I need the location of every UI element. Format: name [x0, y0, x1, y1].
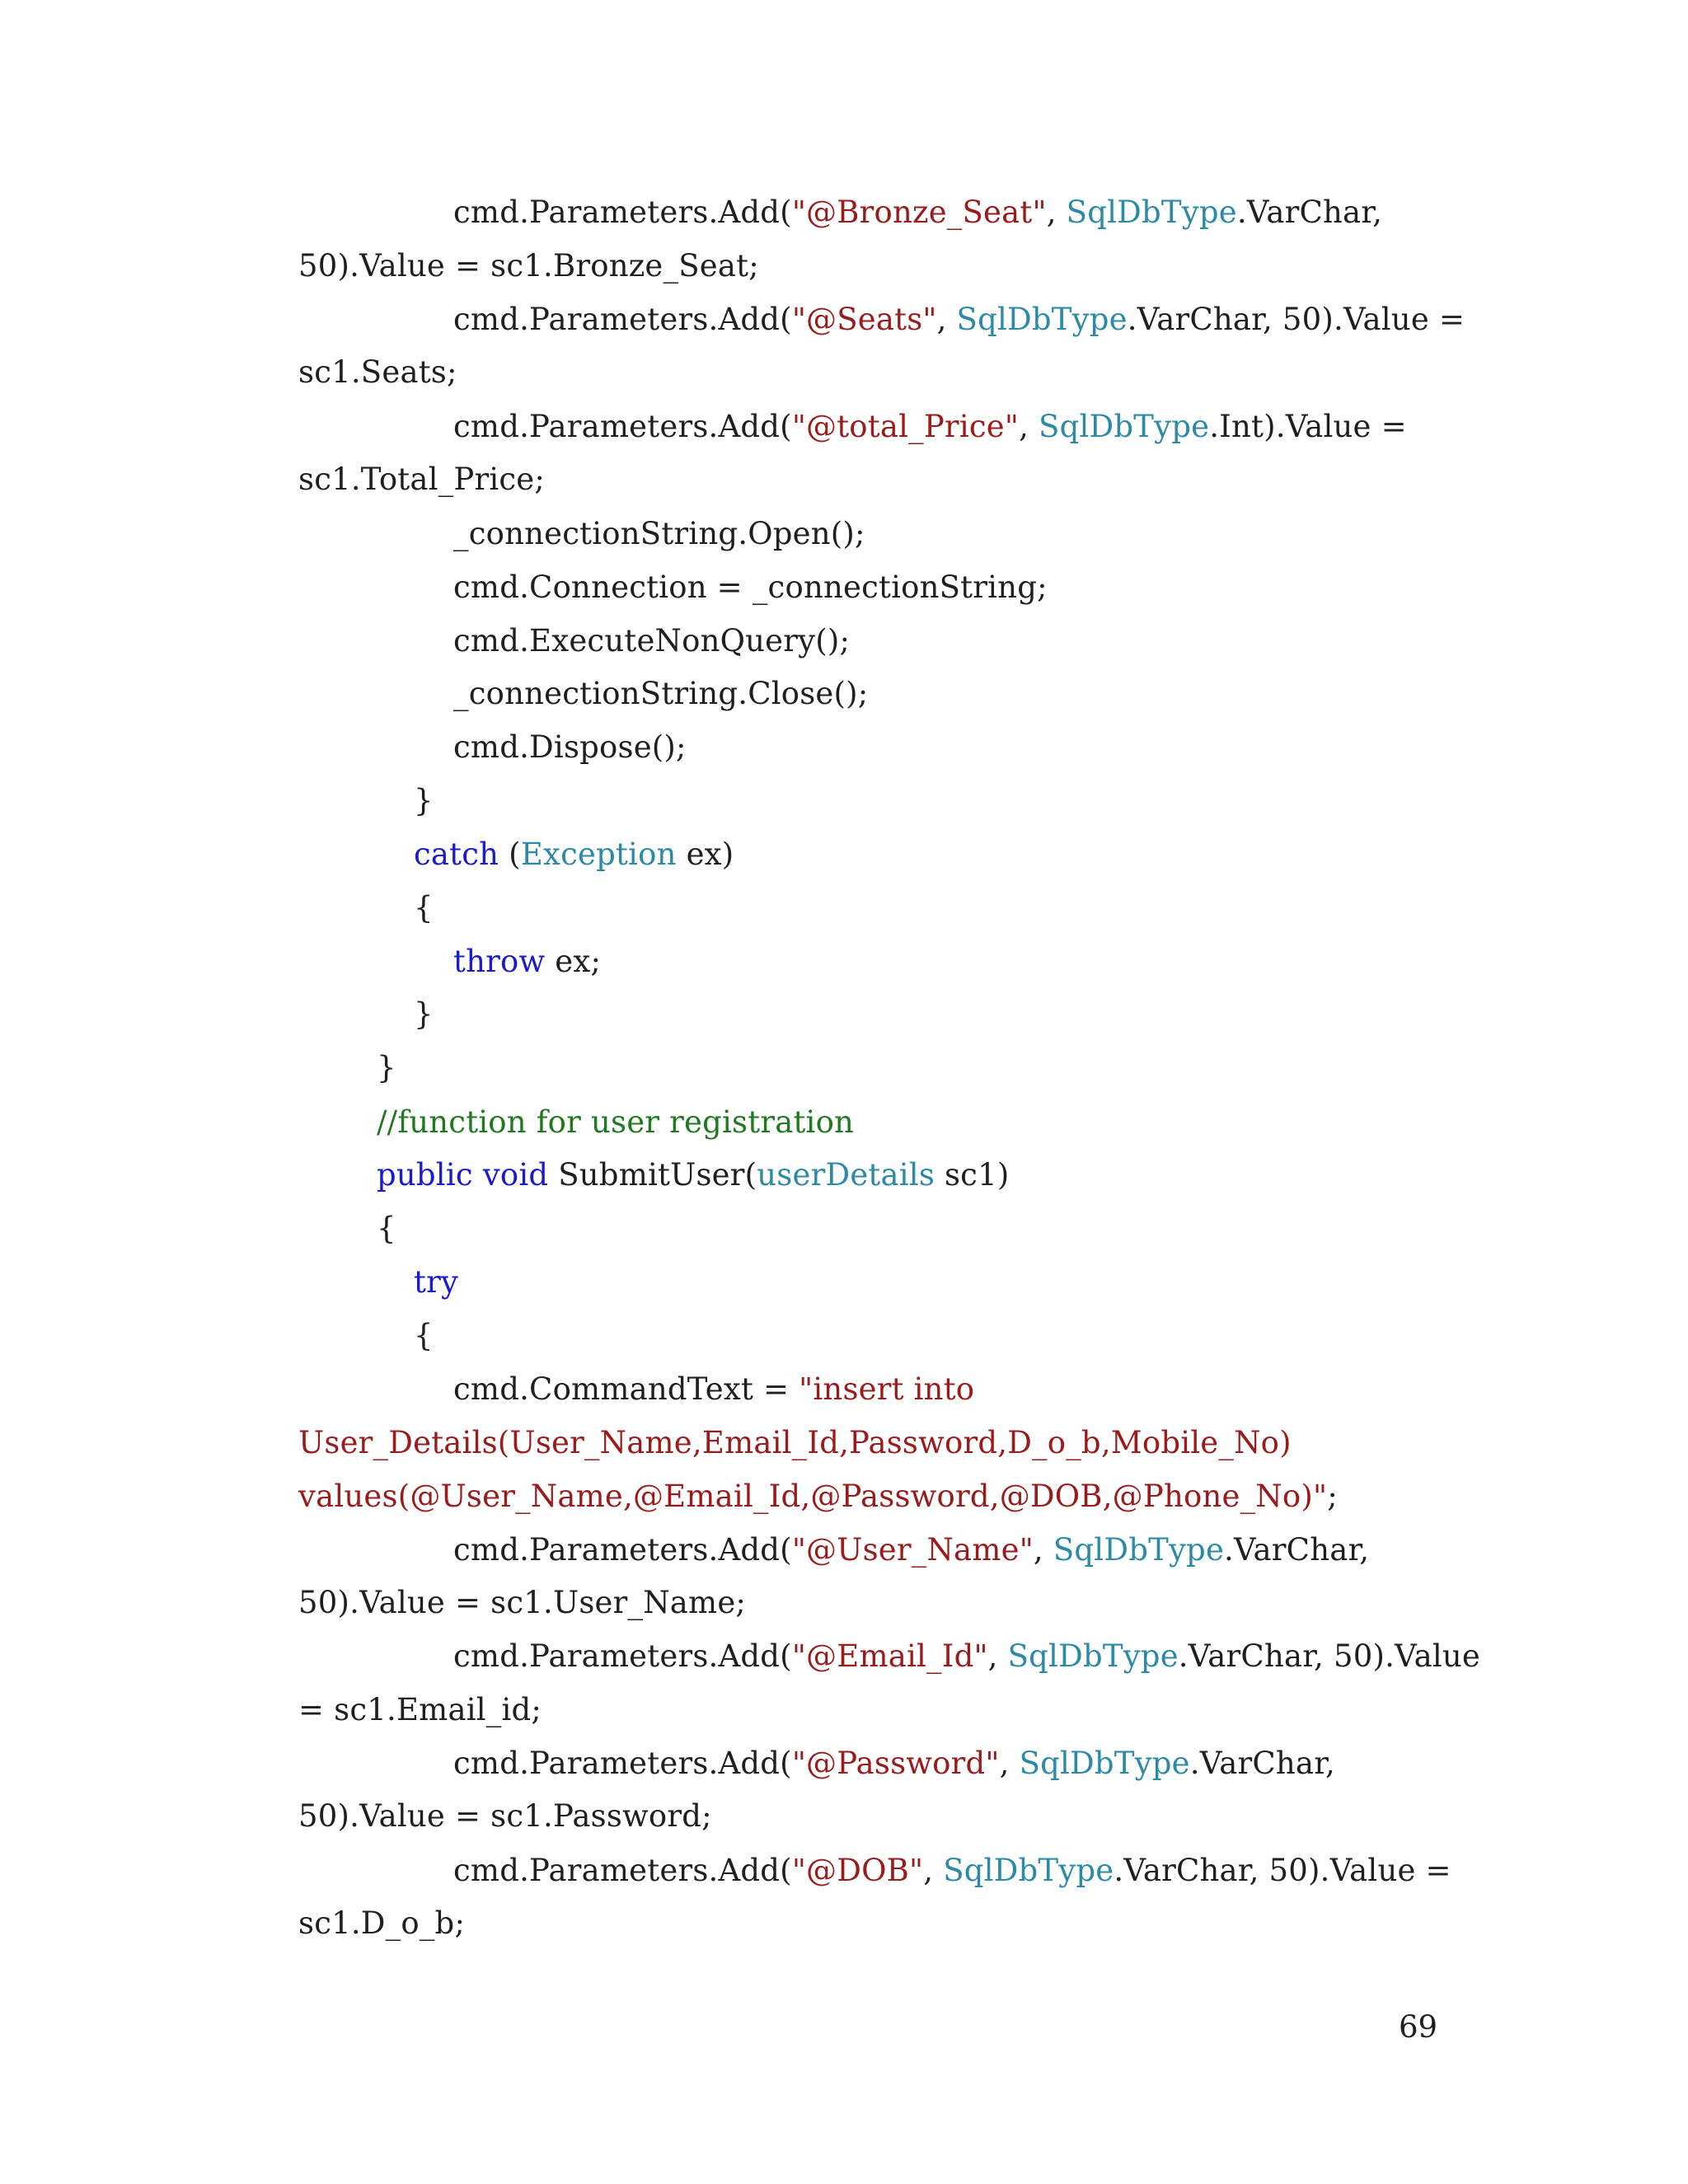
code-line	[453, 514, 865, 554]
code-token-plain: cmd.Parameters.Add(	[453, 1746, 792, 1781]
code-token-plain: .VarChar,	[1189, 1746, 1335, 1781]
code-token-type: SqlDbType	[1007, 1638, 1179, 1674]
code-line	[414, 1263, 458, 1302]
code-token-plain: }	[414, 783, 434, 818]
page-number: 69	[1399, 2009, 1438, 2045]
code-line	[298, 1797, 712, 1836]
code-token-plain: {	[377, 1211, 396, 1246]
code-token-plain: .Int).Value =	[1209, 409, 1407, 444]
code-line	[453, 1851, 1451, 1891]
code-token-plain: 50).Value = sc1.User_Name;	[298, 1585, 747, 1620]
code-token-plain: sc1.D_o_b;	[298, 1905, 466, 1941]
code-token-plain: cmd.Parameters.Add(	[453, 1638, 792, 1674]
code-line	[453, 621, 850, 661]
code-token-plain: .VarChar, 50).Value	[1178, 1638, 1480, 1674]
code-token-string: "@DOB"	[791, 1853, 924, 1888]
code-line	[414, 781, 434, 821]
code-token-plain: }	[414, 996, 434, 1032]
code-token-plain: cmd.ExecuteNonQuery();	[453, 623, 851, 658]
code-token-plain: = sc1.Email_id;	[298, 1692, 542, 1727]
code-token-string: "@Password"	[791, 1746, 1000, 1781]
code-token-keyword: void	[482, 1157, 549, 1193]
code-token-plain: .VarChar,	[1236, 194, 1383, 230]
code-line	[453, 193, 1382, 232]
code-token-plain: cmd.Dispose();	[453, 729, 687, 765]
code-token-comment: //function for user registration	[377, 1104, 855, 1140]
code-line	[298, 1477, 1338, 1516]
code-token-string: values(@User_Name,@Email_Id,@Password,@DOB,@Phone_No)"	[298, 1479, 1328, 1514]
code-line	[453, 300, 1465, 340]
code-line	[414, 995, 434, 1034]
code-line	[414, 1316, 434, 1356]
code-token-type: SqlDbType	[1053, 1532, 1225, 1568]
code-token-plain: ,	[999, 1746, 1020, 1781]
code-token-plain: ,	[987, 1638, 1008, 1674]
code-token-plain: sc1.Seats;	[298, 354, 457, 390]
code-token-type: SqlDbType	[956, 302, 1128, 337]
code-token-type: Exception	[520, 837, 677, 872]
code-line	[377, 1155, 1009, 1195]
code-line	[414, 888, 434, 928]
code-line	[298, 246, 759, 286]
code-line	[414, 835, 734, 874]
code-line	[298, 1423, 1292, 1463]
code-token-string: "@Email_Id"	[791, 1638, 988, 1674]
code-token-type: SqlDbType	[943, 1853, 1114, 1888]
code-line	[377, 1048, 396, 1088]
code-token-type: userDetails	[757, 1157, 935, 1193]
code-line	[453, 942, 601, 982]
code-token-plain: ,	[1046, 194, 1067, 230]
code-token-plain: ,	[923, 1853, 944, 1888]
code-token-keyword: catch	[414, 837, 499, 872]
code-token-plain: 50).Value = sc1.Password;	[298, 1798, 712, 1834]
code-line	[298, 1690, 542, 1730]
code-token-plain: cmd.CommandText =	[453, 1371, 799, 1407]
code-token-string: User_Details(User_Name,Email_Id,Password,D_o_b,Mobile_No)	[298, 1425, 1292, 1460]
code-token-plain: cmd.Parameters.Add(	[453, 409, 792, 444]
code-token-type: SqlDbType	[1066, 194, 1237, 230]
code-token-keyword: public	[377, 1157, 473, 1193]
code-token-plain: .VarChar, 50).Value =	[1114, 1853, 1451, 1888]
code-token-plain: .VarChar, 50).Value =	[1127, 302, 1465, 337]
code-token-string: "@Seats"	[791, 302, 937, 337]
code-line	[298, 1583, 746, 1623]
code-token-plain: ,	[1019, 409, 1039, 444]
code-token-plain: .VarChar,	[1224, 1532, 1370, 1568]
code-token-plain: 50).Value = sc1.Bronze_Seat;	[298, 248, 759, 284]
code-line	[298, 1904, 465, 1943]
code-line	[377, 1103, 854, 1142]
code-line	[453, 674, 868, 714]
code-token-plain	[473, 1157, 483, 1193]
code-token-plain: (	[499, 837, 521, 872]
code-token-keyword: throw	[453, 944, 546, 979]
code-token-plain: _connectionString.Close();	[453, 676, 869, 711]
code-line	[453, 728, 687, 767]
code-token-string: "@User_Name"	[791, 1532, 1034, 1568]
code-token-type: SqlDbType	[1019, 1746, 1190, 1781]
code-line	[453, 568, 1048, 607]
code-token-plain: }	[377, 1050, 396, 1085]
code-line	[298, 460, 545, 499]
code-token-plain: {	[414, 890, 434, 926]
code-token-string: "@Bronze_Seat"	[791, 194, 1047, 230]
code-token-plain: cmd.Parameters.Add(	[453, 194, 792, 230]
code-token-plain: ex)	[676, 837, 734, 872]
code-token-string: "insert into	[799, 1371, 975, 1407]
code-line	[453, 1530, 1369, 1570]
code-token-plain: {	[414, 1318, 434, 1353]
code-token-plain: cmd.Connection = _connectionString;	[453, 569, 1048, 605]
code-token-plain: ;	[1327, 1479, 1338, 1514]
code-line	[298, 353, 457, 392]
code-line	[453, 1744, 1335, 1783]
code-token-type: SqlDbType	[1039, 409, 1210, 444]
code-token-keyword: try	[414, 1264, 459, 1300]
code-line	[453, 1370, 974, 1409]
code-token-plain: _connectionString.Open();	[453, 516, 865, 551]
code-token-plain: sc1.Total_Price;	[298, 462, 546, 497]
code-line	[453, 1637, 1480, 1676]
code-token-plain: sc1)	[935, 1157, 1010, 1193]
code-token-plain: cmd.Parameters.Add(	[453, 302, 792, 337]
code-token-plain: ,	[936, 302, 957, 337]
code-token-plain: cmd.Parameters.Add(	[453, 1853, 792, 1888]
code-line	[377, 1209, 396, 1249]
code-token-plain: SubmitUser(	[548, 1157, 757, 1193]
code-token-plain: ,	[1033, 1532, 1053, 1568]
code-token-plain: cmd.Parameters.Add(	[453, 1532, 792, 1568]
code-line	[453, 407, 1407, 447]
code-token-string: "@total_Price"	[791, 409, 1020, 444]
code-token-plain: ex;	[545, 944, 602, 979]
